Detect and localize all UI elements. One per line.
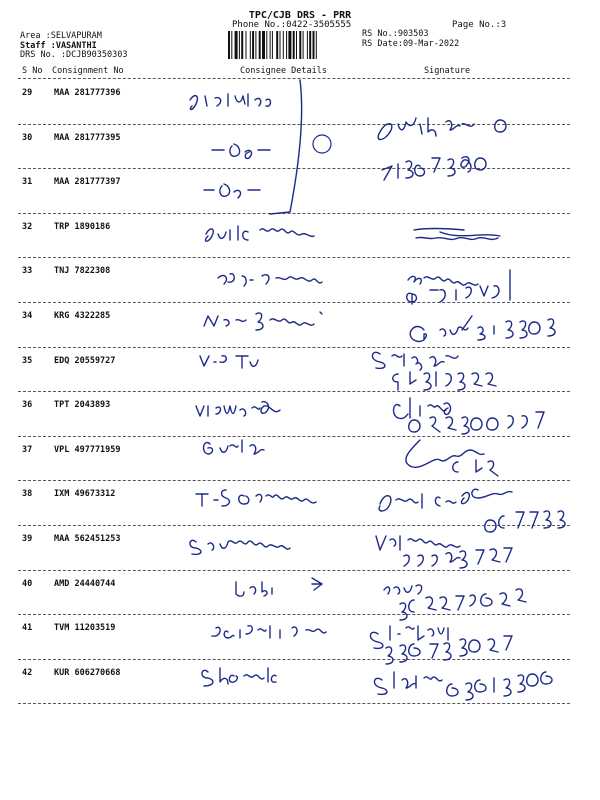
row-consignment-number: MAA 281777396 — [54, 88, 121, 98]
row-consignment-number: EDQ 20559727 — [54, 355, 116, 366]
row-sno: 40 — [22, 578, 33, 589]
report-title: TPC/CJB DRS - PRR — [248, 10, 352, 21]
row-sno: 41 — [22, 623, 33, 634]
rs-date: RS Date:09-Mar-2022 — [362, 38, 460, 49]
row-consignment-number: KRG 4322285 — [54, 311, 111, 321]
row-sno: 34 — [22, 311, 33, 321]
row-consignment-number: VPL 497771959 — [54, 444, 121, 455]
area-label: Area :SELVAPURAM — [20, 31, 102, 41]
row-consignment-number: MAA 562451253 — [54, 534, 121, 544]
row-consignment-number: IXM 49673312 — [54, 489, 116, 500]
column-header-consignment: Consignment No — [52, 66, 124, 76]
row-consignment-number: KUR 606270668 — [54, 667, 121, 678]
row-sno: 30 — [22, 132, 33, 143]
row-consignment-number: TRP 1890186 — [54, 221, 111, 232]
drs-number: DRS No. :DCJB90350303 — [20, 50, 128, 60]
row-sno: 36 — [22, 400, 33, 411]
row-sno: 38 — [22, 489, 33, 500]
row-consignment-number: MAA 281777397 — [54, 177, 121, 188]
row-consignment-number: TNJ 7822308 — [54, 266, 111, 277]
row-consignment-number: AMD 24440744 — [54, 578, 116, 589]
row-consignment-number: TPT 2043893 — [54, 400, 111, 411]
consignee-handwriting — [190, 80, 331, 686]
row-sno: 35 — [22, 355, 33, 366]
row-sno: 32 — [22, 221, 33, 232]
row-sno: 37 — [22, 444, 33, 455]
staff-label: Staff :VASANTHI — [20, 40, 97, 51]
rs-number: RS No.:903503 — [362, 29, 429, 39]
row-sno: 31 — [22, 177, 33, 188]
row-consignment-number: TVM 11203519 — [54, 623, 116, 634]
page-number: Page No.:3 — [452, 20, 507, 30]
row-sno: 29 — [22, 88, 33, 98]
column-header-sno: S No — [22, 66, 43, 76]
row-sno: 33 — [22, 266, 33, 277]
row-sno: 39 — [22, 534, 33, 544]
row-consignment-number: MAA 281777395 — [54, 132, 121, 143]
signature-handwriting — [370, 118, 565, 700]
column-header-consignee: Consignee Details — [240, 66, 327, 76]
column-header-signature: Signature — [424, 66, 471, 76]
phone-number: Phone No.:0422-3505555 — [232, 20, 352, 30]
row-sno: 42 — [22, 667, 33, 678]
